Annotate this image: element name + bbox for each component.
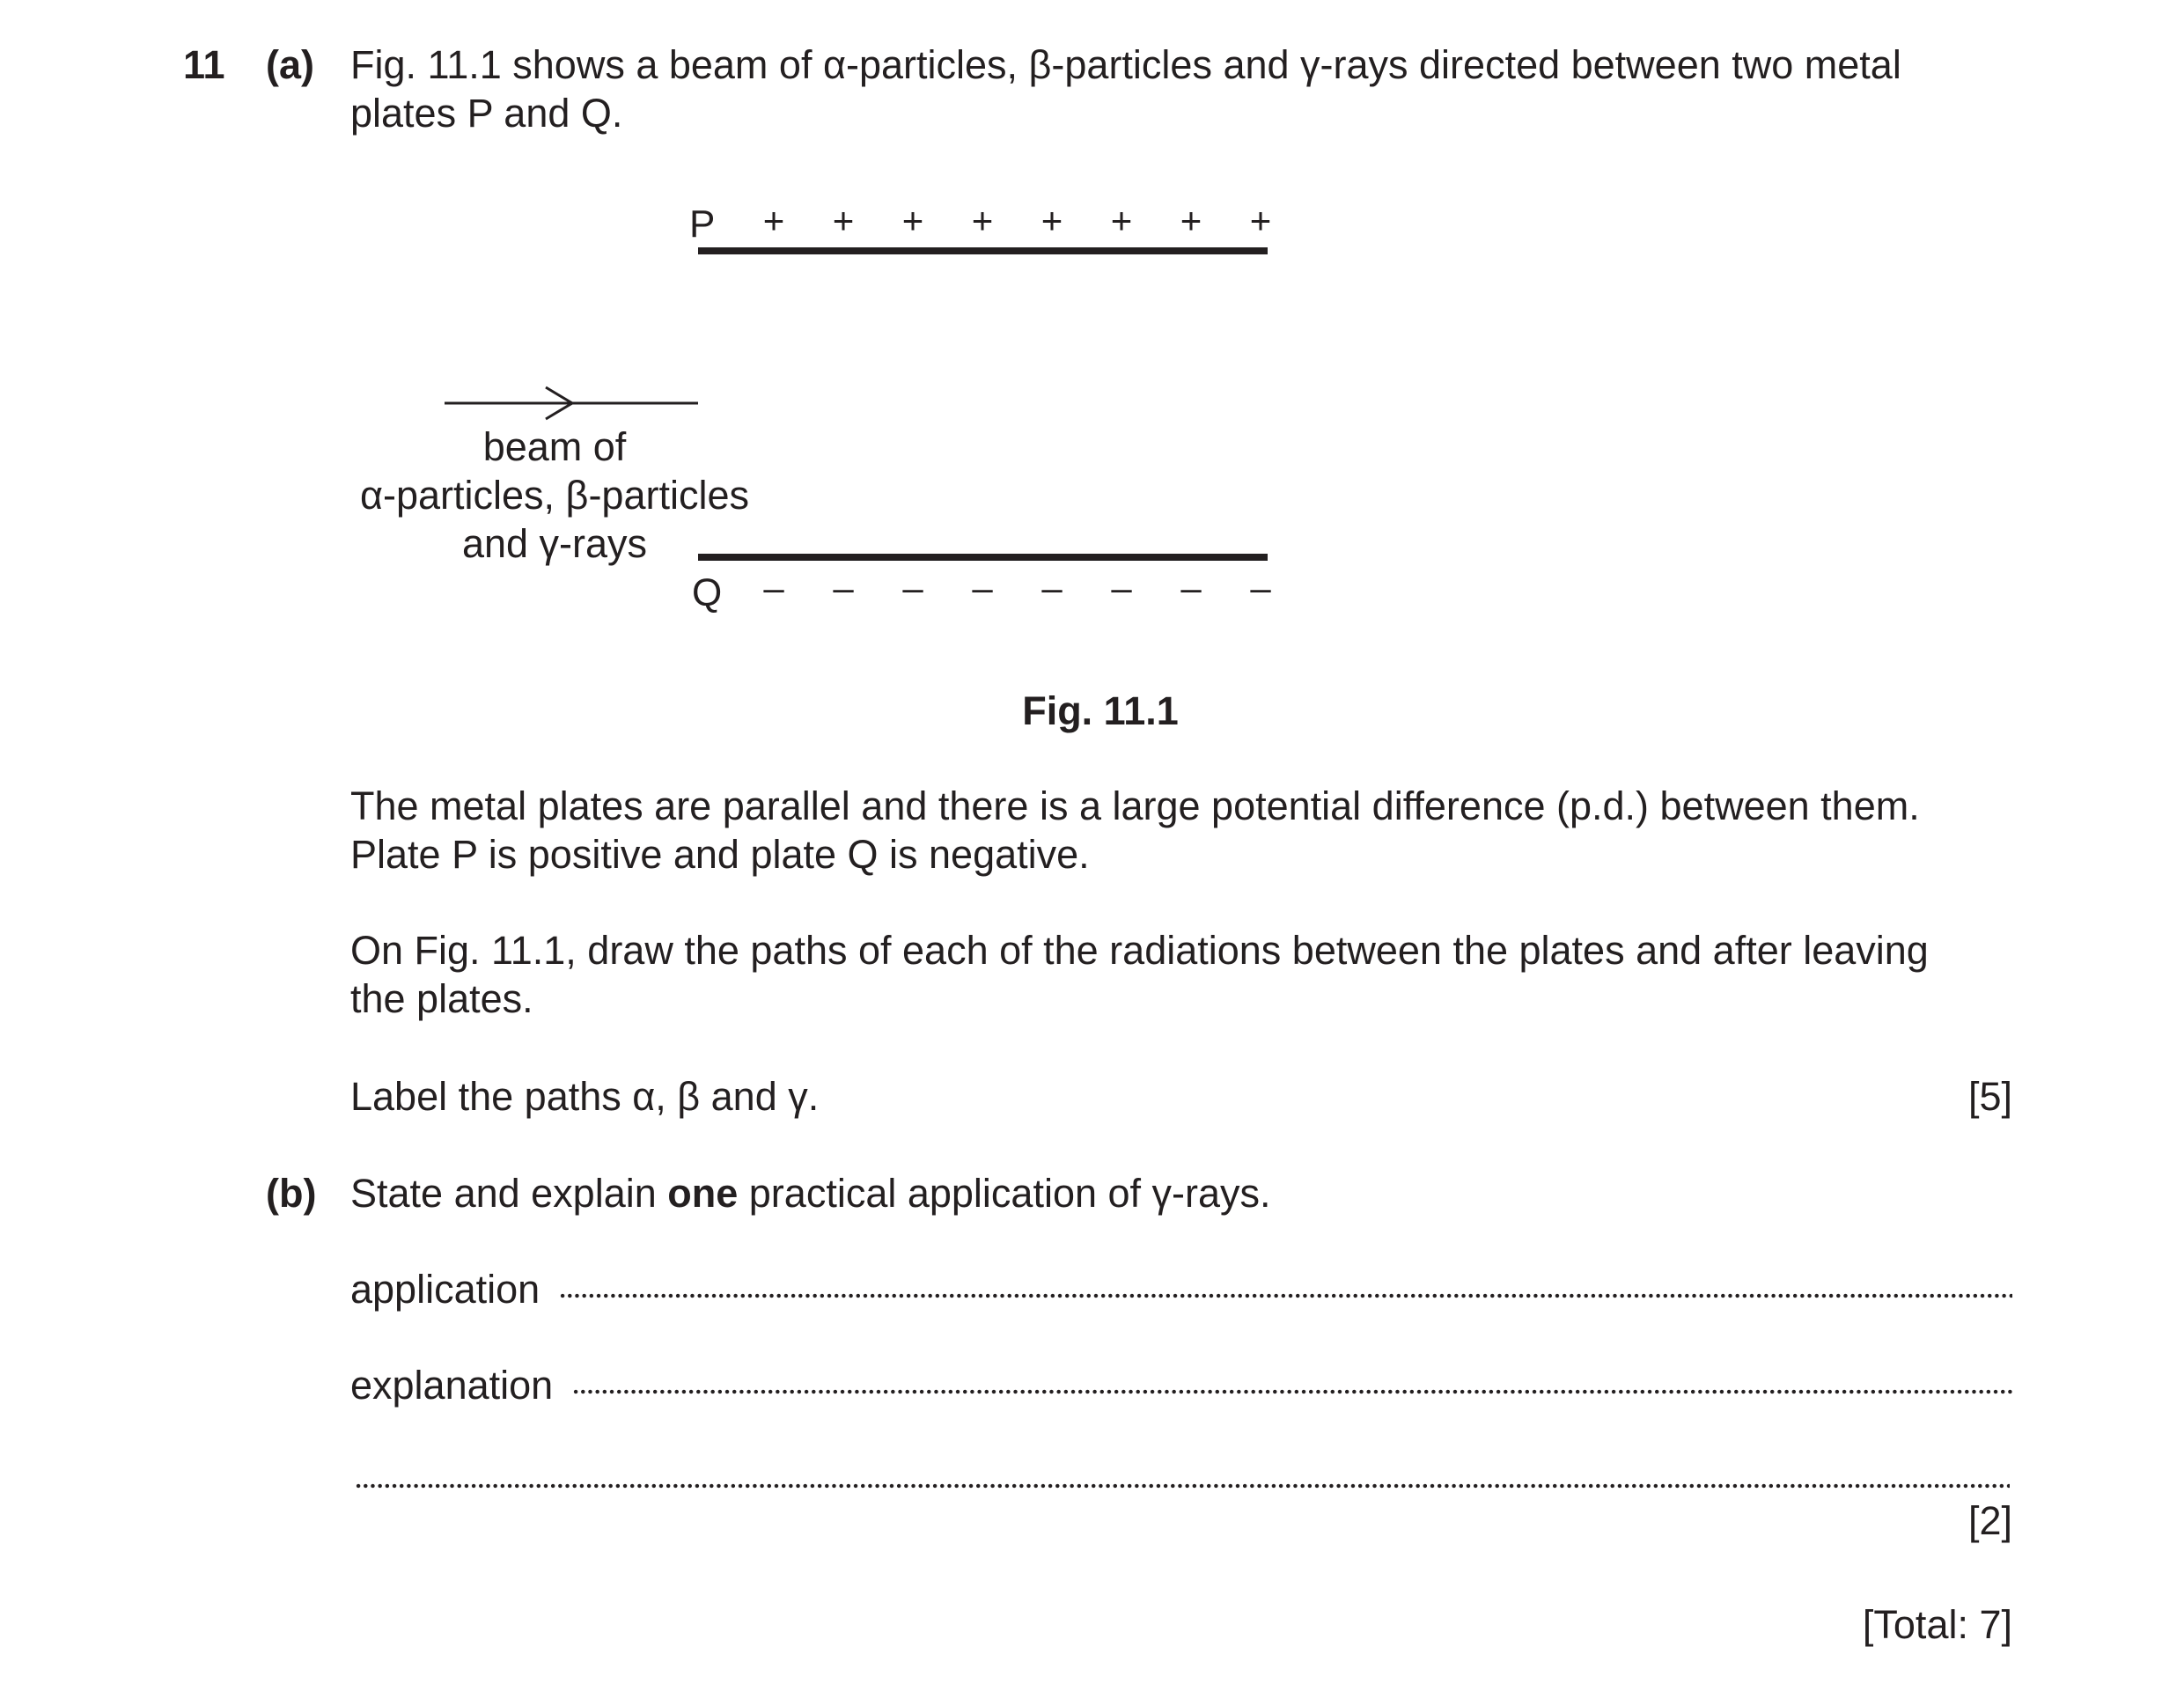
part-b-prompt-bold: one	[667, 1171, 739, 1216]
plate-p-plus-sign: +	[1249, 200, 1272, 241]
part-b-prompt-before: State and explain	[350, 1171, 668, 1216]
part-a-marks: [5]	[1967, 1074, 2012, 1119]
plate-q-label: Q	[692, 571, 723, 614]
beam-label-line1: beam of	[482, 424, 627, 469]
plate-p-charges	[763, 200, 1272, 241]
para3-label-paths: Label the paths α, β and γ.	[350, 1074, 820, 1119]
part-b-prompt-after: practical application of γ-rays.	[738, 1171, 1271, 1216]
plate-p-label: P	[689, 202, 716, 246]
plate-q-minus-sign: –	[902, 567, 923, 608]
plate-p-plus-sign: +	[1110, 200, 1133, 241]
plate-q-minus-sign: –	[833, 567, 854, 608]
part-a-intro-line2: plates P and Q.	[350, 91, 623, 136]
application-label: application	[350, 1267, 540, 1312]
plate-q-minus-sign: –	[763, 567, 784, 608]
plate-p-plus-sign: +	[901, 200, 924, 241]
plate-p-plus-sign: +	[971, 200, 994, 241]
plate-q-minus-sign: –	[1180, 567, 1202, 608]
explanation-answer-row[interactable]	[350, 1361, 2012, 1409]
part-b-marks: [2]	[1967, 1498, 2012, 1543]
plate-q-charges	[763, 567, 1271, 608]
explanation-label: explanation	[350, 1363, 554, 1408]
figure-caption: Fig. 11.1	[1022, 688, 1179, 733]
explanation-answer-line[interactable]	[572, 1388, 2012, 1395]
application-answer-line[interactable]	[559, 1292, 2012, 1299]
plate-p-plus-sign: +	[832, 200, 855, 241]
para1-line1: The metal plates are parallel and there is a large potential difference (p.d.) between them.	[350, 783, 1920, 828]
explanation-answer-line-2[interactable]	[355, 1482, 2010, 1489]
total-marks: [Total: 7]	[1862, 1602, 2012, 1647]
part-b-label: (b)	[266, 1171, 317, 1216]
para2-line2: the plates.	[350, 976, 533, 1021]
beam-label	[335, 423, 775, 568]
part-b-prompt	[350, 1169, 2012, 1217]
beam-label-line3: and γ-rays	[461, 521, 648, 566]
para1-line2: Plate P is positive and plate Q is negative.	[350, 832, 1090, 877]
figure-11-1	[0, 0, 2184, 669]
beam-label-line2: α-particles, β-particles	[359, 473, 749, 518]
plate-p-plus-sign: +	[762, 200, 785, 241]
part-a-label: (a)	[266, 42, 314, 87]
question-number: 11	[183, 42, 225, 87]
plate-q-minus-sign: –	[1041, 567, 1063, 608]
application-answer-row[interactable]	[350, 1265, 2012, 1313]
plate-q-minus-sign: –	[1111, 567, 1132, 608]
plate-q-minus-sign: –	[1250, 567, 1271, 608]
part-a-intro-line1: Fig. 11.1 shows a beam of α-particles, β-particles and γ-rays directed between two metal	[350, 42, 1901, 87]
plate-q-minus-sign: –	[972, 567, 993, 608]
para2-line1: On Fig. 11.1, draw the paths of each of the radiations between the plates and after leaving	[350, 928, 1929, 973]
plate-p-plus-sign: +	[1041, 200, 1063, 241]
plate-p-plus-sign: +	[1180, 200, 1202, 241]
